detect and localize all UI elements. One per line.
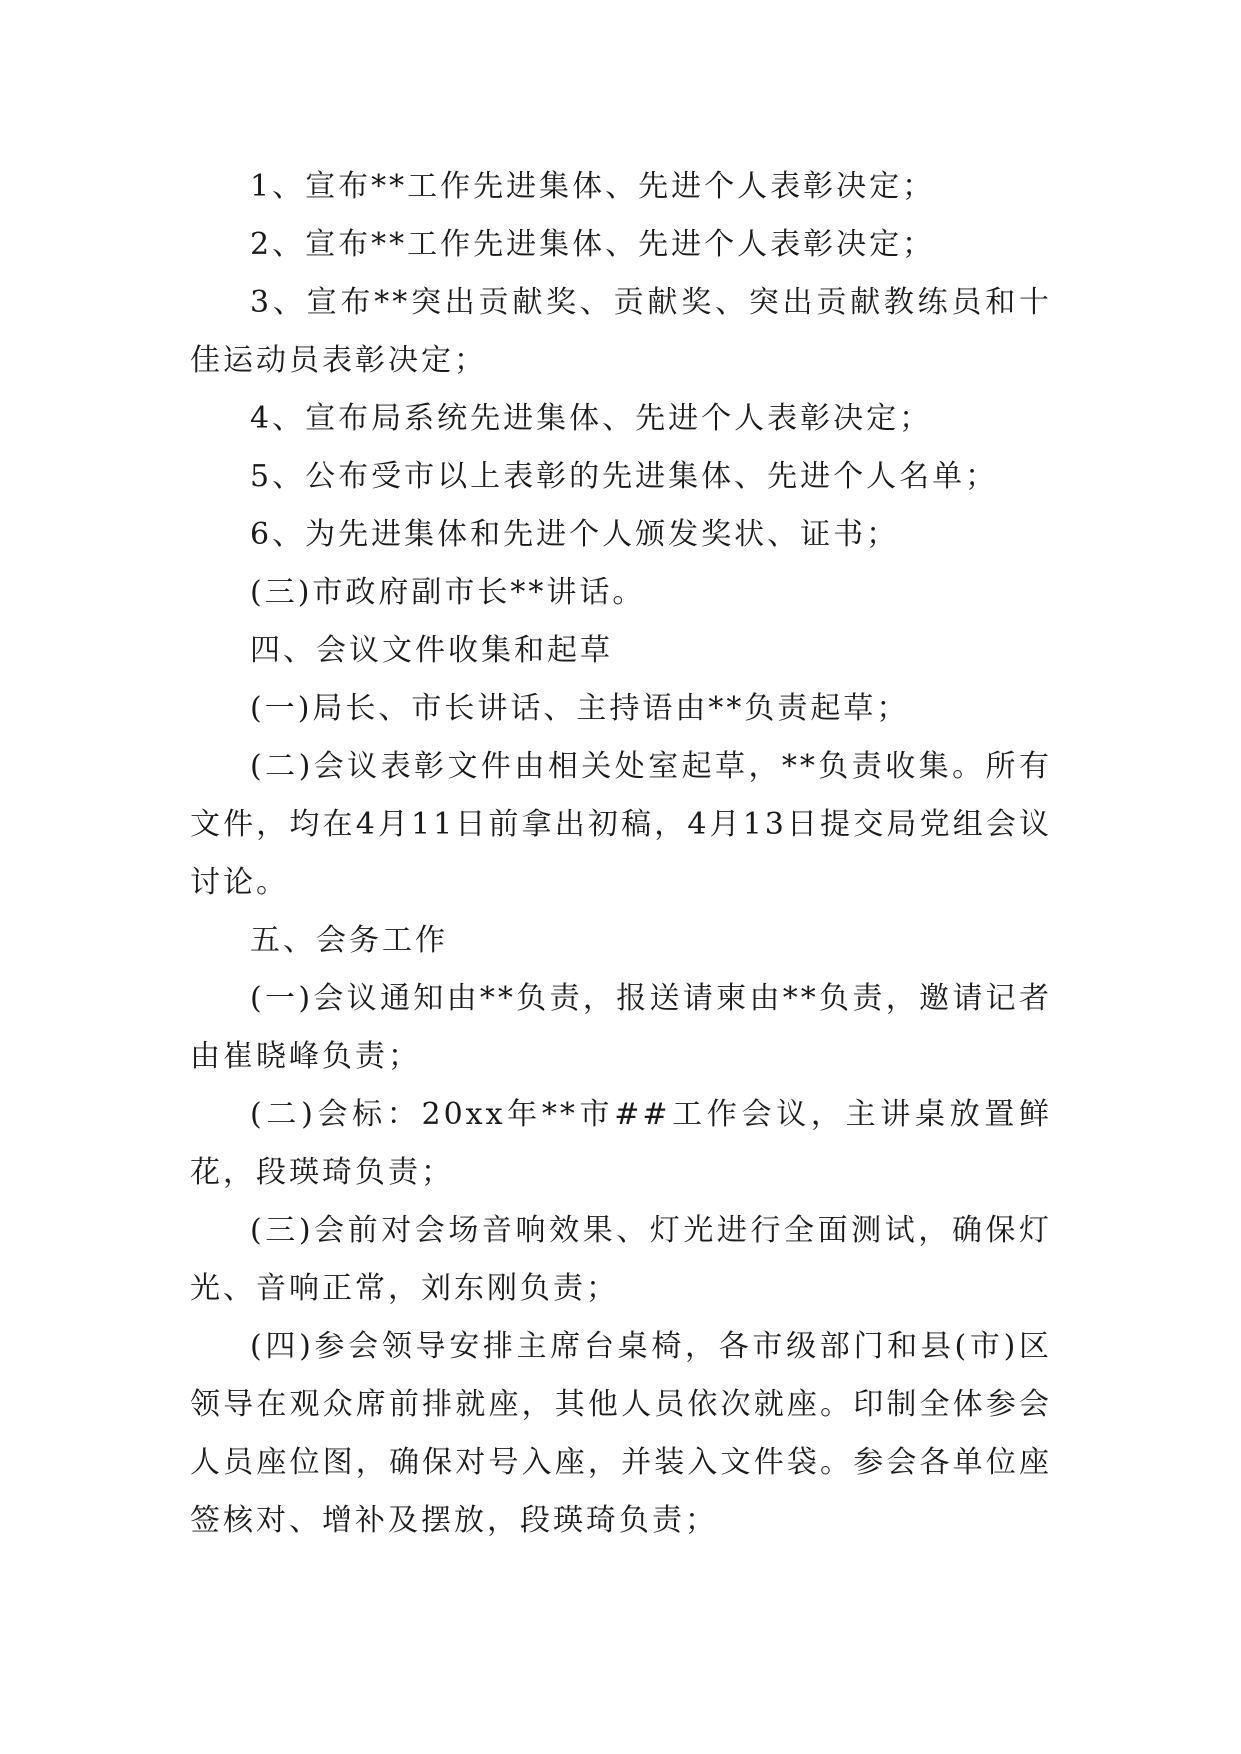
document-body [190, 158, 1052, 1550]
paragraph-item-3: 3、宣布**突出贡献奖、贡献奖、突出贡献教练员和十佳运动员表彰决定； [190, 285, 1052, 378]
paragraph-item-5: 5、公布受市以上表彰的先进集体、先进个人名单； [250, 459, 999, 494]
paragraph-item-2: 2、宣布**工作先进集体、先进个人表彰决定； [250, 227, 936, 262]
paragraph-document-collection: (二)会议表彰文件由相关处室起草，**负责收集。所有文件，均在4月11日前拿出初稿，4月13日提交局党组会议讨论。 [190, 749, 1052, 900]
paragraph-banner: (二)会标：20xx年**市##工作会议，主讲桌放置鲜花，段瑛琦负责； [190, 1097, 1052, 1190]
paragraph-vice-mayor-speech: (三)市政府副市长**讲话。 [250, 575, 646, 610]
paragraph-item-6: 6、为先进集体和先进个人颁发奖状、证书； [250, 517, 900, 552]
paragraph-speech-drafting: (一)局长、市长讲话、主持语由**负责起草； [250, 691, 910, 726]
paragraph-item-1: 1、宣布**工作先进集体、先进个人表彰决定； [250, 169, 936, 204]
paragraph-seating: (四)参会领导安排主席台桌椅，各市级部门和县(市)区领导在观众席前排就座，其他人员依次就座。印制全体参会人员座位图，确保对号入座，并装入文件袋。参会各单位座签核对、增补及摆放，段瑛琦负责； [190, 1329, 1052, 1538]
section-heading-documents: 四、会议文件收集和起草 [250, 633, 613, 668]
paragraph-sound-test: (三)会前对会场音响效果、灯光进行全面测试，确保灯光、音响正常，刘东刚负责； [190, 1213, 1052, 1306]
paragraph-item-4: 4、宣布局系统先进集体、先进个人表彰决定； [250, 401, 933, 436]
paragraph-notification: (一)会议通知由**负责，报送请柬由**负责，邀请记者由崔晓峰负责； [190, 981, 1052, 1074]
section-heading-affairs: 五、会务工作 [250, 923, 448, 958]
